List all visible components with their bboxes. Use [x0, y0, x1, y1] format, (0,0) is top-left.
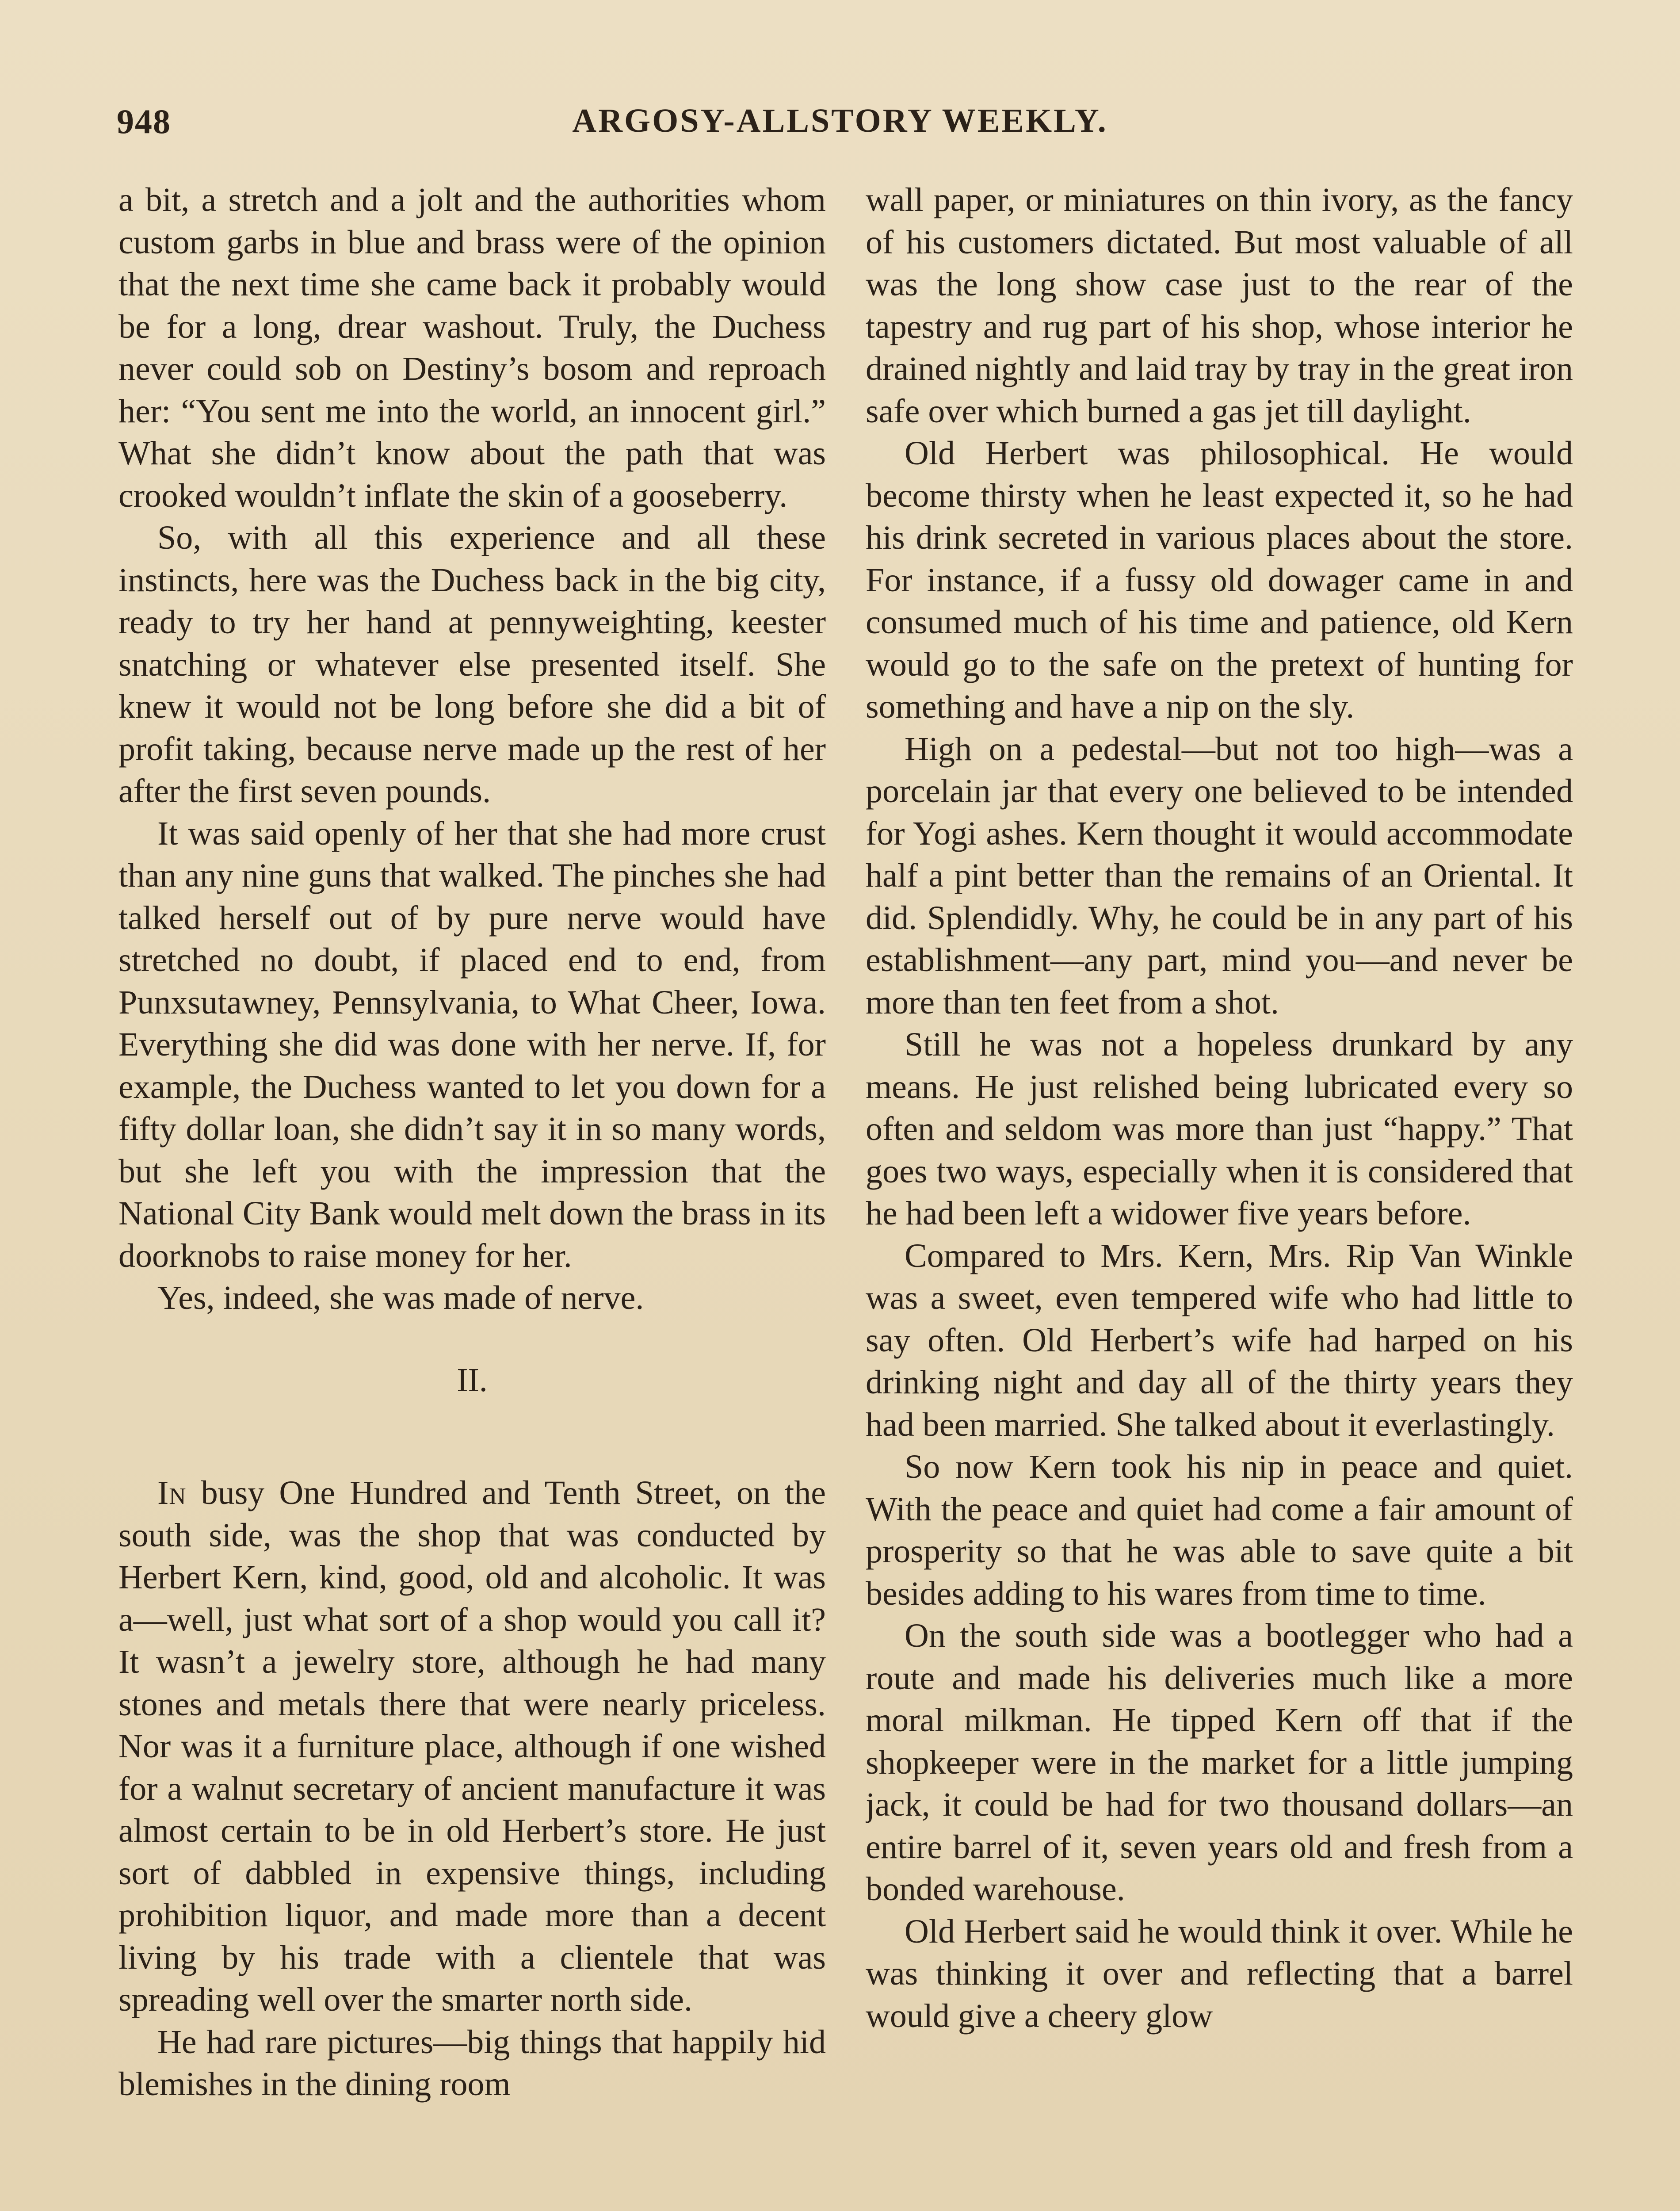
paragraph: Compared to Mrs. Kern, Mrs. Rip Van Winkle was a sweet, even tempered wife who had little to say often. Old Herbert’s wife had harped on his drinking night and day all of the thirty years they had been married. She talked about it everlastingly.: [866, 1237, 1573, 1443]
drop-lead-word: In: [157, 1474, 187, 1511]
paragraph: a bit, a stretch and a jolt and the authorities whom custom garbs in blue and brass were of the opinion that the next time she came back it probably would be for a long, drear washout. Truly, the Duchess never could sob on Destiny’s bosom and reproach her: “You sent me into the world, an innocent girl.” What she didn’t know about the path that was crooked wouldn’t inflate the skin of a gooseberry.: [118, 181, 826, 514]
paragraph-text: busy One Hundred and Tenth Street, on the south side, was the shop that was conducted by Herbert Kern, kind, good, old and alcoholic. It was a—well, just what sort of a shop would you call it? It wasn’t a jewelry store, although he had many stones and metals there that were nearly priceless. Nor was it a furniture place, although if one wished for a walnut secretary of ancient manufacture it was almost certain to be in old Herbert’s store. He just sort of dabbled in expensive things, including prohibition liquor, and made more than a decent living by his trade with a clientele that was spreading well over the smarter north side.: [118, 1474, 826, 2018]
running-head: [117, 93, 1563, 142]
paragraph: Yes, indeed, she was made of nerve.: [157, 1279, 644, 1316]
magazine-title: ARGOSY-ALLSTORY WEEKLY.: [572, 102, 1108, 139]
paragraph: [118, 1472, 826, 2021]
paragraph: It was said openly of her that she had more crust than any nine guns that walked. The pinches she had talked herself out of by pure nerve would have stretched no doubt, if placed end to end, from Punxsutawney, Pennsylvania, to What Cheer, Iowa. Everything she did was done with her nerve. If, for example, the Duchess wanted to let you down for a fifty dollar loan, she didn’t say it in so many words, but she left you with the impression that the National City Bank would melt down the brass in its doorknobs to raise money for her.: [118, 815, 826, 1274]
paragraph: Old Herbert said he would think it over. While he was thinking it over and reflecting that a barrel would give a cheery glow: [866, 1913, 1573, 2035]
text-columns: [118, 179, 1573, 2211]
paragraph: He had rare pictures—big things that happily hid blemishes in the dining room: [118, 2023, 826, 2103]
paragraph: wall paper, or miniatures on thin ivory, as the fancy of his customers dictated. But most valuable of all was the long show case just to the rear of the tapestry and rug part of his shop, whose interior he drained nightly and laid tray by tray in the great iron safe over which burned a gas jet till daylight.: [866, 181, 1573, 430]
paragraph: High on a pedestal—but not too high—was a porcelain jar that every one believed to be intended for Yogi ashes. Kern thought it would accommodate half a pint better than the remains of an Oriental. It did. Splendidly. Why, he could be in any part of his establishment—any part, mind you—and never be more than ten feet from a shot.: [866, 730, 1573, 1021]
section-number: II.: [457, 1361, 488, 1399]
paragraph: Still he was not a hopeless drunkard by any means. He just relished being lubricated every so often and seldom was more than just “happy.” That goes two ways, especially when it is considered that he had been left a widower five years before.: [866, 1026, 1573, 1232]
paragraph: Old Herbert was philosophical. He would become thirsty when he least expected it, so he had his drink secreted in various places about the store. For instance, if a fussy old dowager came in and consumed much of his time and patience, old Kern would go to the safe on the pretext of hunting for something and have a nip on the sly.: [866, 435, 1573, 725]
left-column: [118, 179, 826, 2211]
page-number: 948: [117, 102, 171, 141]
paragraph: On the south side was a bootlegger who had a route and made his deliveries much like a more moral milkman. He tipped Kern off that if the shopkeeper were in the market for a little jumping jack, it could be had for two thousand dollars—an entire barrel of it, seven years old and fresh from a bonded warehouse.: [866, 1617, 1573, 1908]
paragraph: So now Kern took his nip in peace and quiet. With the peace and quiet had come a fair amount of prosperity so that he was able to save quite a bit besides adding to his wares from time to time.: [866, 1448, 1573, 1612]
right-column: [866, 179, 1573, 2211]
paragraph: So, with all this experience and all these instincts, here was the Duchess back in the big city, ready to try her hand at pennyweighting, keester snatching or whatever else presented itself. She knew it would not be long before she did a bit of profit taking, because nerve made up the rest of her after the first seven pounds.: [118, 519, 826, 810]
